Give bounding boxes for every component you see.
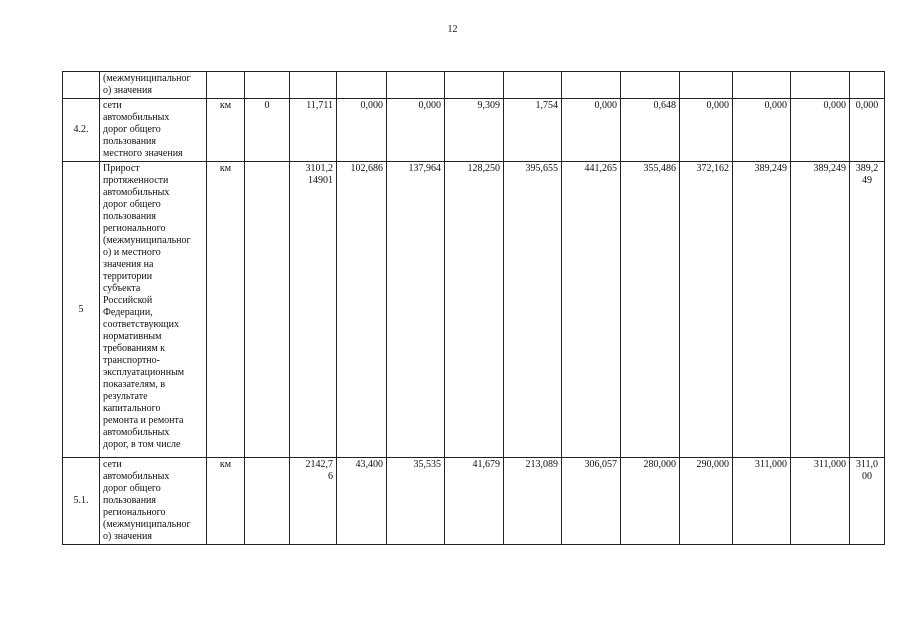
base-value-cell xyxy=(245,458,290,545)
value-cell xyxy=(290,72,337,99)
value-cell: 311,000 xyxy=(791,458,850,545)
value-cell xyxy=(445,72,504,99)
last-value-cell xyxy=(850,72,885,99)
value-cell: 290,000 xyxy=(680,458,733,545)
value-cell: 441,265 xyxy=(562,162,621,458)
value-cell: 355,486 xyxy=(621,162,680,458)
unit-cell: км xyxy=(207,99,245,162)
value-cell xyxy=(504,72,562,99)
value-cell xyxy=(387,72,445,99)
value-cell: 213,089 xyxy=(504,458,562,545)
indicator-name-cell: Прирост протяженности автомобильных дорог общего пользования регионального (межмуниципальног о) и местного значения на территории субъекта Российской Федерации, соответствующих нормативным требованиям к транспортно- эксплуатационным показателям, в результате капитального ремонта и ремонта автомобильных дорог, в том числе xyxy=(100,162,207,458)
last-value-cell: 389,2 49 xyxy=(850,162,885,458)
table-row xyxy=(63,162,885,458)
value-cell: 0,648 xyxy=(621,99,680,162)
table-row xyxy=(63,458,885,545)
row-number-cell: 5.1. xyxy=(63,458,100,545)
value-cell: 311,000 xyxy=(733,458,791,545)
last-value-cell: 311,0 00 xyxy=(850,458,885,545)
value-cell: 0,000 xyxy=(387,99,445,162)
table-row xyxy=(63,99,885,162)
value-cell: 35,535 xyxy=(387,458,445,545)
indicator-name-cell: сети автомобильных дорог общего пользования местного значения xyxy=(100,99,207,162)
value-cell: 128,250 xyxy=(445,162,504,458)
value-cell: 137,964 xyxy=(387,162,445,458)
value-cell: 0,000 xyxy=(562,99,621,162)
page-number: 12 xyxy=(447,24,458,35)
row-number-cell: 5 xyxy=(63,162,100,458)
road-length-table xyxy=(62,71,885,545)
row-number-cell xyxy=(63,72,100,99)
base-value-cell xyxy=(245,72,290,99)
value-cell: 395,655 xyxy=(504,162,562,458)
value-cell: 0,000 xyxy=(337,99,387,162)
value-cell xyxy=(791,72,850,99)
indicator-name-cell: (межмуниципальног о) значения xyxy=(100,72,207,99)
value-cell: 0,000 xyxy=(733,99,791,162)
value-cell: 0,000 xyxy=(791,99,850,162)
value-cell: 389,249 xyxy=(791,162,850,458)
last-value-cell: 0,000 xyxy=(850,99,885,162)
value-cell xyxy=(733,72,791,99)
value-cell xyxy=(337,72,387,99)
row-number-cell: 4.2. xyxy=(63,99,100,162)
value-cell: 389,249 xyxy=(733,162,791,458)
base-value-cell: 0 xyxy=(245,99,290,162)
value-cell xyxy=(621,72,680,99)
value-cell xyxy=(680,72,733,99)
value-cell: 306,057 xyxy=(562,458,621,545)
value-cell: 280,000 xyxy=(621,458,680,545)
unit-cell: км xyxy=(207,162,245,458)
value-cell: 372,162 xyxy=(680,162,733,458)
indicator-name-cell: сети автомобильных дорог общего пользования регионального (межмуниципальног о) значения xyxy=(100,458,207,545)
table-row xyxy=(63,72,885,99)
unit-cell xyxy=(207,72,245,99)
value-cell: 102,686 xyxy=(337,162,387,458)
value-cell: 43,400 xyxy=(337,458,387,545)
value-cell: 11,711 xyxy=(290,99,337,162)
value-cell: 0,000 xyxy=(680,99,733,162)
value-cell: 2142,7 6 xyxy=(290,458,337,545)
value-cell: 3101,2 14901 xyxy=(290,162,337,458)
value-cell: 41,679 xyxy=(445,458,504,545)
value-cell: 1,754 xyxy=(504,99,562,162)
value-cell: 9,309 xyxy=(445,99,504,162)
value-cell xyxy=(562,72,621,99)
base-value-cell xyxy=(245,162,290,458)
unit-cell: км xyxy=(207,458,245,545)
